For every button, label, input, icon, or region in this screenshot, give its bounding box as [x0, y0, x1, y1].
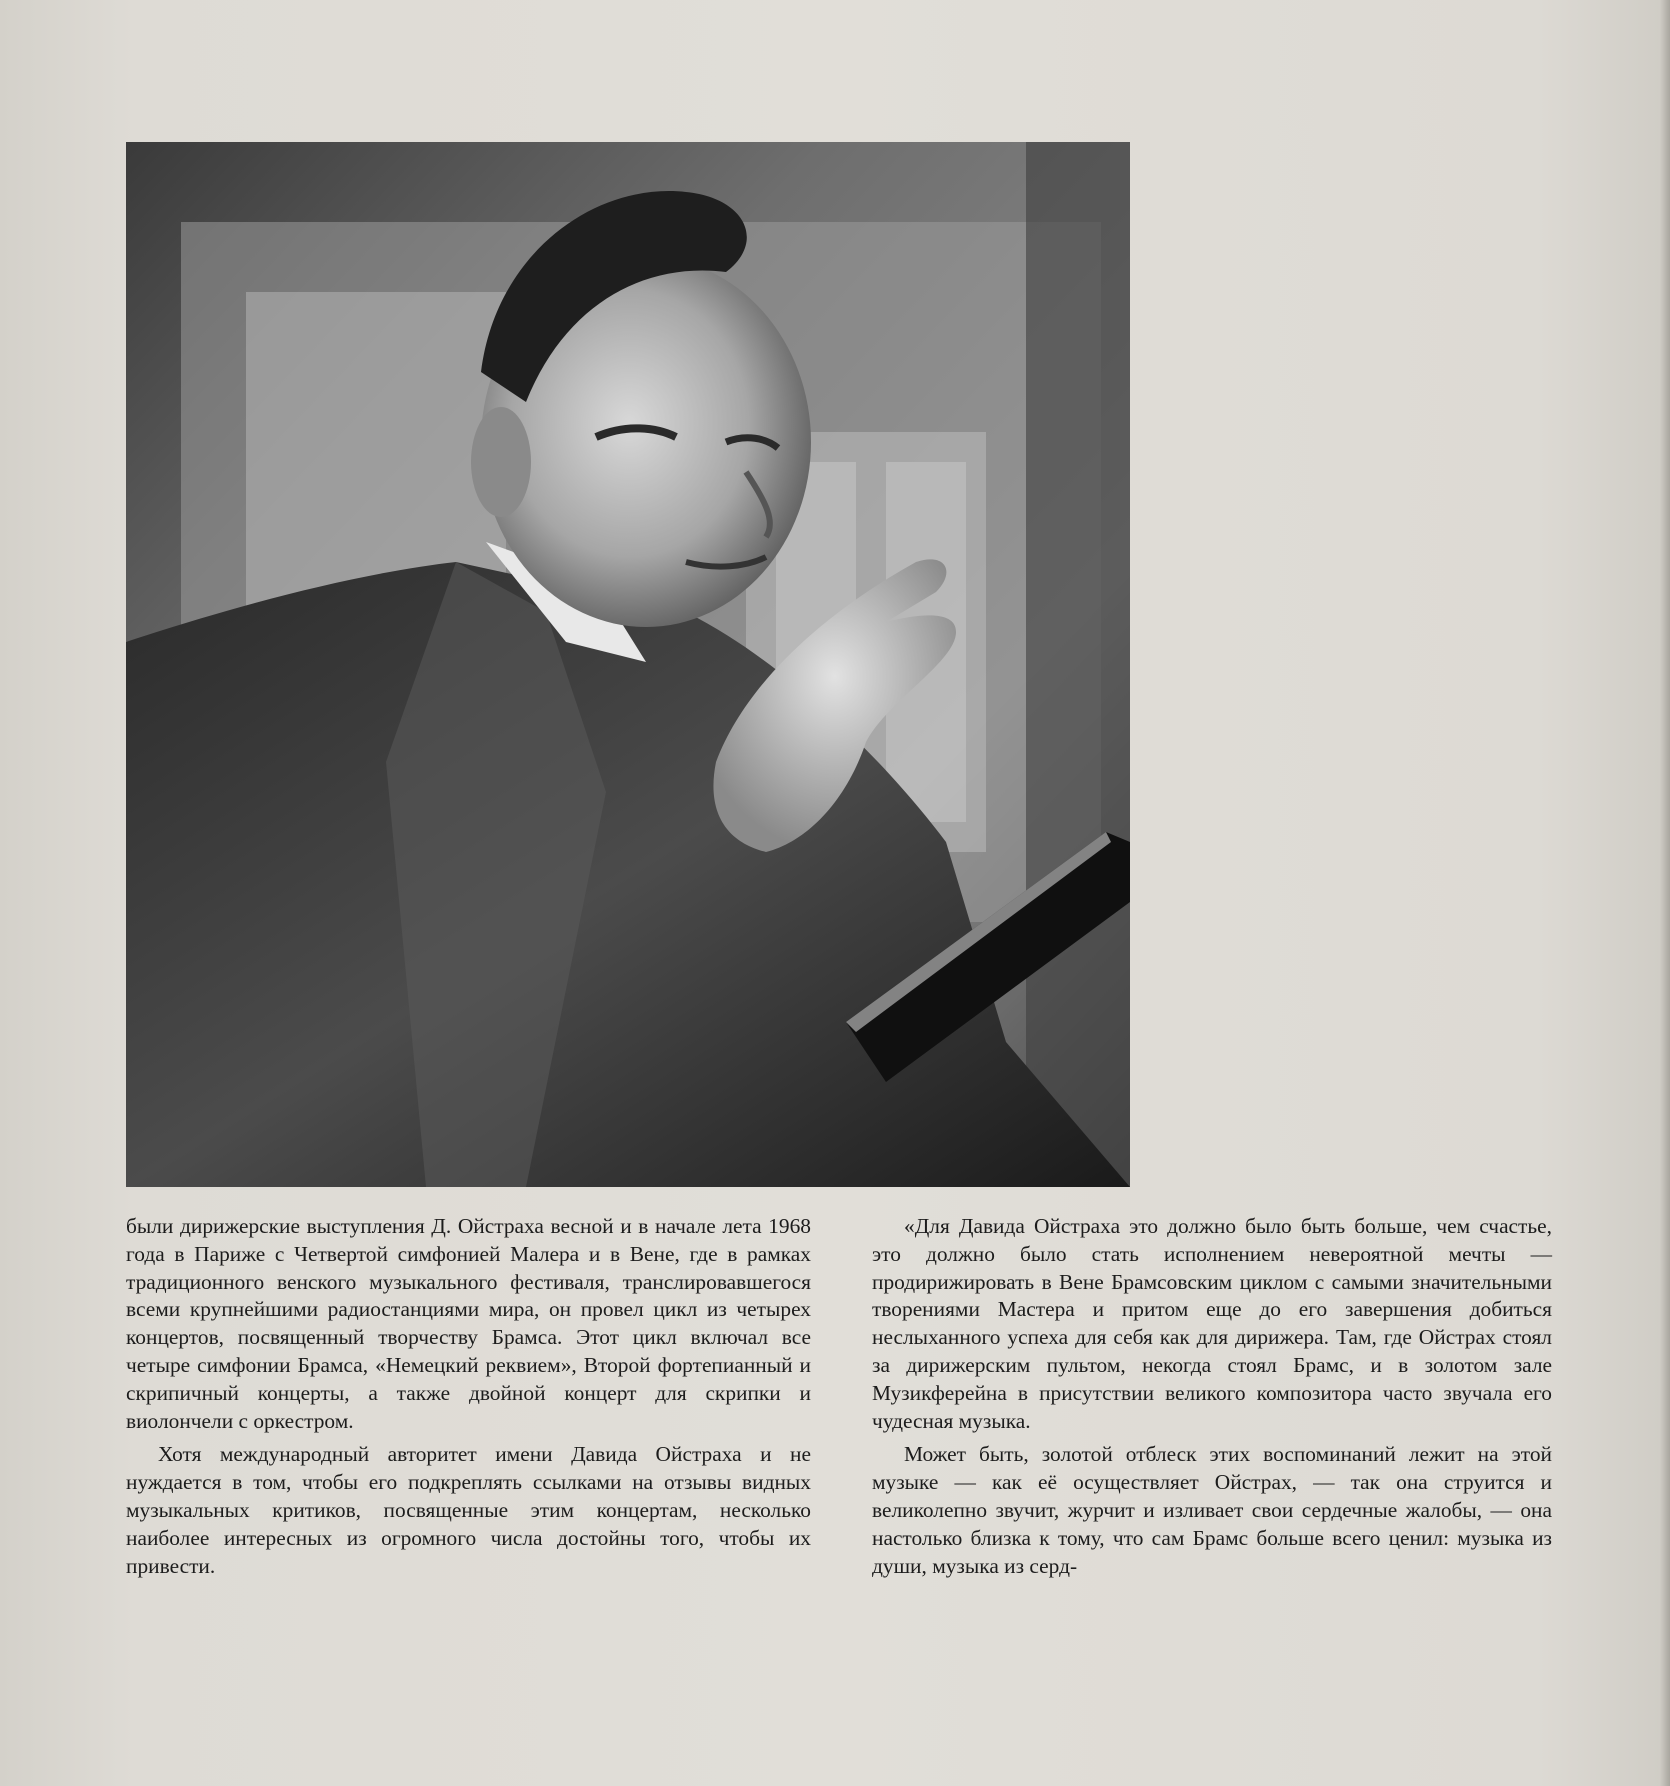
page-edge: [1660, 0, 1670, 1786]
text-column-right: [872, 1213, 1552, 1580]
text-column-left: [126, 1213, 811, 1580]
portrait-illustration: [126, 142, 1130, 1187]
portrait-photo: [126, 142, 1130, 1187]
paragraph: были дирижерские выступления Д. Ойстраха весной и в начале лета 1968 года в Париже с Четвертой симфонией Малера и в Вене, где в рамках традиционного венского музыкального фестиваля, транслировавшегося всеми крупнейшими радиостанциями мира, он провел цикл из четырех концертов, посвященный творчеству Брамса. Этот цикл включал все четыре симфонии Брамса, «Немецкий реквием», Второй фортепианный и скрипичный концерты, а также двойной концерт для скрипки и виолончели с оркестром.: [126, 1214, 811, 1433]
paragraph: Хотя международный авторитет имени Давида Ойстраха и не нуждается в том, чтобы его подкреплять ссылками на отзывы видных музыкальных критиков, посвященные этим концертам, несколько наиболее интересных из огромного числа достойны того, чтобы их привести.: [126, 1442, 811, 1578]
paragraph: «Для Давида Ойстраха это должно было быть больше, чем счастье, это должно было стать исполнением невероятной мечты — продирижировать в Вене Брамсовским циклом с самыми значительными творениями Мастера и притом еще до его завершения добиться неслыханного успеха для себя как для дирижера. Там, где Ойстрах стоял за дирижерским пультом, некогда стоял Брамс, и в золотом зале Музикферейна в присутствии великого композитора часто звучала его чудесная музыка.: [872, 1214, 1552, 1433]
paragraph: Может быть, золотой отблеск этих воспоминаний лежит на этой музыке — как её осуществляет Ойстрах, — так она струится и великолепно звучит, журчит и изливает свои сердечные жалобы, — она настолько близка к тому, что сам Брамс больше всего ценил: музыка из души, музыка из серд-: [872, 1442, 1552, 1578]
